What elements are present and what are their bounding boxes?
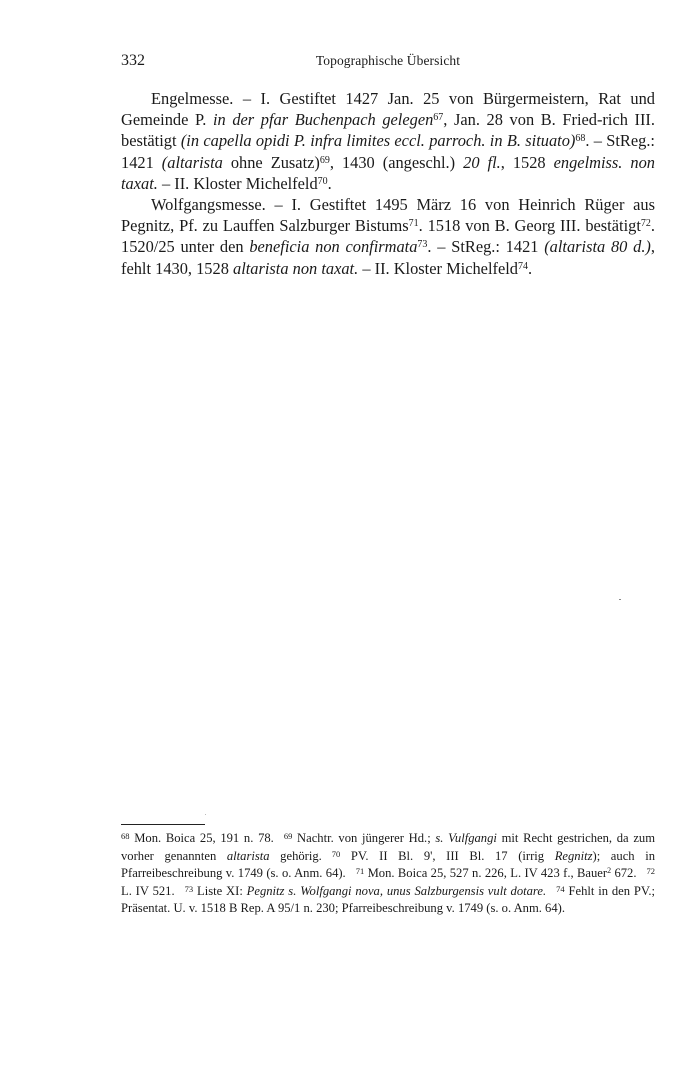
text-run: . 1520/25 unter den (121, 216, 655, 257)
footnote-ref-73: 73 (417, 239, 428, 251)
footnote-number: 69 (283, 831, 293, 841)
text-run: – II. Kloster Michelfeld (157, 173, 318, 193)
page-header (121, 52, 655, 72)
footnote-ref-74: 74 (517, 260, 528, 272)
footnote-block (121, 830, 655, 918)
footnote-number: 73 (184, 883, 194, 894)
italic-term: engelmiss. non taxat. (121, 152, 655, 193)
italic-term: altarista non taxat. (233, 258, 359, 278)
text-run: . – StReg.: 1421 (121, 131, 655, 172)
footnote-italic: altarista (226, 848, 270, 863)
footnote-number: 72 (646, 866, 655, 877)
footnote-text: L. IV 521. (121, 883, 175, 898)
scan-speck (205, 814, 206, 815)
footnote-text: Mon. Boica 25, 191 n. 78. (134, 831, 274, 845)
footnote-italic: Regnitz (554, 848, 593, 863)
main-text (121, 88, 655, 279)
italic-term: beneficia non confirmata (249, 237, 418, 257)
italic-quote: (in capella opidi P. infra limites eccl. parroch. in B. situato) (180, 131, 576, 151)
footnote-text: Liste XI: (197, 883, 247, 898)
footnote-text: mit Recht gestrichen, da zum vorher genannten (121, 831, 655, 863)
text-run: . (327, 173, 332, 193)
text-run: . (527, 258, 533, 278)
text-run: ohne Zusatz) (222, 152, 320, 172)
edition-superscript: 2 (607, 866, 612, 876)
footnotes (121, 830, 655, 918)
text-run: , Jan. 28 von B. Fried-rich III. bestätigt (121, 110, 655, 151)
text-run: – II. Kloster Michelfeld (358, 258, 518, 278)
footnote-text: ); auch in Pfarreibeschreibung v. 1749 (s. o. Anm. 64). (121, 848, 655, 881)
text-run: . 1518 von B. Georg III. bestätigt (418, 216, 641, 236)
page-number: 332 (121, 52, 145, 69)
footnote-text: Fehlt in den PV.; Präsentat. U. v. 1518 B Rep. A 95/1 n. 230; Pfarreibeschreibung v. 1749 (s. o. Anm. 64). (121, 883, 655, 916)
italic-term: (altarista (161, 152, 223, 172)
footnote-ref-71: 71 (408, 218, 419, 230)
footnote-number: 70 (331, 848, 341, 859)
scan-speck (619, 599, 621, 600)
text-run: Wolfgangsmesse. – I. Gestiftet 1495 März 16 von Heinrich Rüger aus Pegnitz, Pf. zu Lauffen Salzburger Bistums (121, 195, 655, 236)
text-run: . – StReg.: 1421 (427, 237, 545, 257)
footnote-text: gehörig. (269, 848, 322, 863)
italic-quote: in der pfar Buchenpach gelegen (212, 110, 434, 130)
text-run: , 1430 (angeschl.) (329, 152, 464, 172)
footnote-ref-68: 68 (575, 133, 586, 145)
footnote-italic: Pegnitz s. Wolfgangi nova, unus Salzburgensis vult dotare. (246, 883, 547, 898)
footnote-number: 74 (556, 883, 565, 894)
footnote-ref-72: 72 (640, 218, 651, 230)
text-run: , 1528 (500, 152, 554, 172)
footnote-text: 672. (611, 866, 637, 881)
paragraph-engelmesse (121, 88, 655, 194)
footnote-ref-70: 70 (317, 175, 328, 187)
footnote-ref-67: 67 (433, 112, 444, 124)
footnote-separator (121, 824, 205, 825)
paragraph-wolfgangsmesse (121, 194, 655, 279)
italic-term: 20 fl. (463, 152, 501, 172)
text-run: Engelmesse. – I. Gestiftet 1427 Jan. 25 von Bürgermeistern, Rat und Gemeinde P. (121, 89, 655, 130)
footnote-text: PV. II Bl. 9', III Bl. 17 (irrig (350, 848, 555, 863)
italic-term: (altarista 80 d.) (544, 237, 651, 257)
running-title: Topographische Übersicht (315, 53, 461, 68)
footnote-number: 71 (355, 866, 365, 877)
footnote-number: 68 (121, 831, 130, 841)
footnote-text: Mon. Boica 25, 527 n. 226, L. IV 423 f., Bauer (367, 866, 608, 881)
text-run: , fehlt 1430, 1528 (121, 237, 655, 278)
footnote-italic: s. Vulfgangi (435, 831, 497, 845)
footnote-text: Nachtr. von jüngerer Hd.; (297, 831, 436, 845)
footnote-ref-69: 69 (319, 154, 330, 166)
